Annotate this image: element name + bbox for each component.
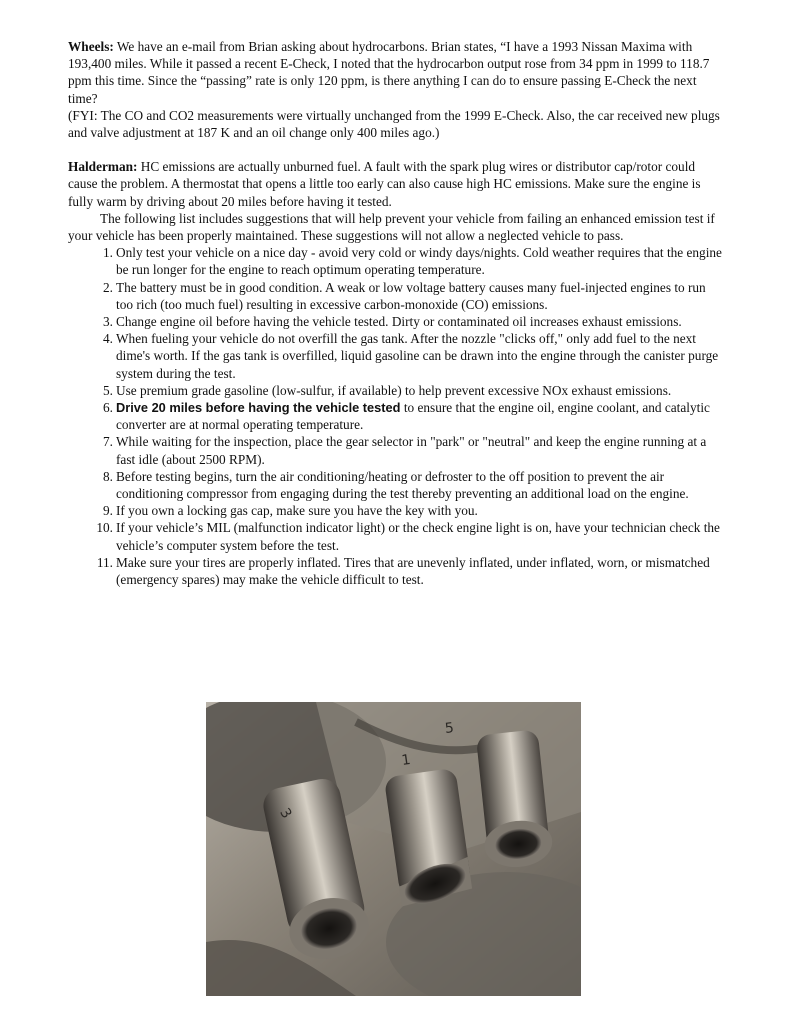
list-item: [68, 313, 723, 330]
document-body: [68, 38, 723, 588]
speaker-wheels: Wheels:: [68, 39, 114, 54]
item-text: If you own a locking gas cap, make sure you have the key with you.: [116, 503, 478, 519]
item-number: 5.: [103, 382, 113, 398]
item-number: 11.: [96, 554, 113, 570]
item-text: to ensure that the engine oil, engine coolant, and catalytic converter are at normal operating temperature.: [116, 400, 710, 433]
item-text: Change engine oil before having the vehicle tested. Dirty or contaminated oil increases exhaust emissions.: [116, 314, 682, 330]
list-item: [68, 468, 723, 502]
item-number: 9.: [103, 503, 113, 519]
item-text: Make sure your tires are properly inflated. Tires that are unevenly inflated, under inflated, worn, or mismatched (emergency spares) may make the vehicle difficult to test.: [116, 554, 710, 588]
item-text: When fueling your vehicle do not overfill the gas tank. After the nozzle "clicks off," only add fuel to the next dime's worth. If the gas tank is overfilled, liquid gasoline can be drawn into the engine through the canister purge system during the test.: [116, 331, 719, 381]
wheels-paragraph: [68, 38, 723, 107]
list-item: [68, 554, 723, 588]
item-text: Before testing begins, turn the air conditioning/heating or defroster to the off position to prevent the air conditioning compressor from engaging during the test thereby preventing an additional load on the engine.: [116, 468, 689, 502]
item-number: 2.: [103, 279, 113, 295]
item-number: 4.: [103, 331, 113, 347]
item-number: 7.: [103, 434, 113, 450]
stamped-number-5: 5: [444, 720, 455, 737]
item-number: 10.: [96, 520, 113, 536]
distributor-cap-photo: [206, 702, 581, 996]
list-item: [68, 399, 723, 433]
stamped-number-1: 1: [400, 751, 412, 770]
list-item: [68, 519, 723, 553]
item-text: Use premium grade gasoline (low-sulfur, if available) to help prevent excessive NOx exhaust emissions.: [116, 382, 672, 398]
fyi-note: (FYI: The CO and CO2 measurements were virtually unchanged from the 1999 E-Check. Also, the car received new plugs and valve adjustment at 187 K and an oil change only 400 miles ago.): [68, 107, 720, 141]
halderman-paragraph: [68, 158, 723, 210]
list-item: [68, 382, 723, 399]
distributor-cap-illustration: [206, 702, 581, 996]
stamped-number-3: 3: [276, 805, 295, 822]
item-number: 8.: [103, 468, 113, 484]
item-bold-text: Drive 20 miles before having the vehicle tested: [116, 400, 401, 416]
item-text: If your vehicle’s MIL (malfunction indicator light) or the check engine light is on, have your technician check the vehicle’s computer system before the test.: [116, 520, 720, 553]
list-item: [68, 330, 723, 382]
item-number: 1.: [103, 245, 113, 261]
wheels-question: We have an e-mail from Brian asking about hydrocarbons. Brian states, “I have a 1993 Nissan Maxima with 193,400 miles. While it passed a recent E-Check, I noted that the hydrocarbon output rose from 34 ppm in 1999 to 118.7 ppm this time. Since the “passing” rate is only 120 ppm, is there anything I can do to ensure passing E-Check the next time?: [68, 39, 710, 106]
list-item: [68, 433, 723, 467]
item-text: While waiting for the inspection, place the gear selector in "park" or "neutral" and keep the engine running at a fast idle (about 2500 RPM).: [116, 434, 707, 467]
speaker-halderman: Halderman:: [68, 159, 138, 175]
list-item: [68, 279, 723, 313]
item-number: 6.: [103, 400, 113, 416]
item-text: The battery must be in good condition. A weak or low voltage battery causes many fuel-injected engines to run too rich (too much fuel) resulting in excessive carbon-monoxide (CO) emissions.: [116, 279, 706, 312]
list-item: [68, 244, 723, 278]
suggestion-list: [68, 244, 723, 588]
item-number: 3.: [103, 314, 113, 330]
list-item: [68, 502, 723, 519]
list-intro: The following list includes suggestions that will help prevent your vehicle from failing an enhanced emission test if your vehicle has been properly maintained. These suggestions will not allow a neglected vehicle to pass.: [68, 210, 715, 244]
item-text: Only test your vehicle on a nice day - avoid very cold or windy days/nights. Cold weather requires that the engine be run longer for the engine to reach optimum operating temperature.: [116, 245, 722, 278]
halderman-answer: HC emissions are actually unburned fuel. A fault with the spark plug wires or distributor cap/rotor could cause the problem. A thermostat that opens a little too early can also cause high HC emissions. Make sure the engine is fully warm by driving about 20 miles before having it tested.: [68, 159, 701, 209]
